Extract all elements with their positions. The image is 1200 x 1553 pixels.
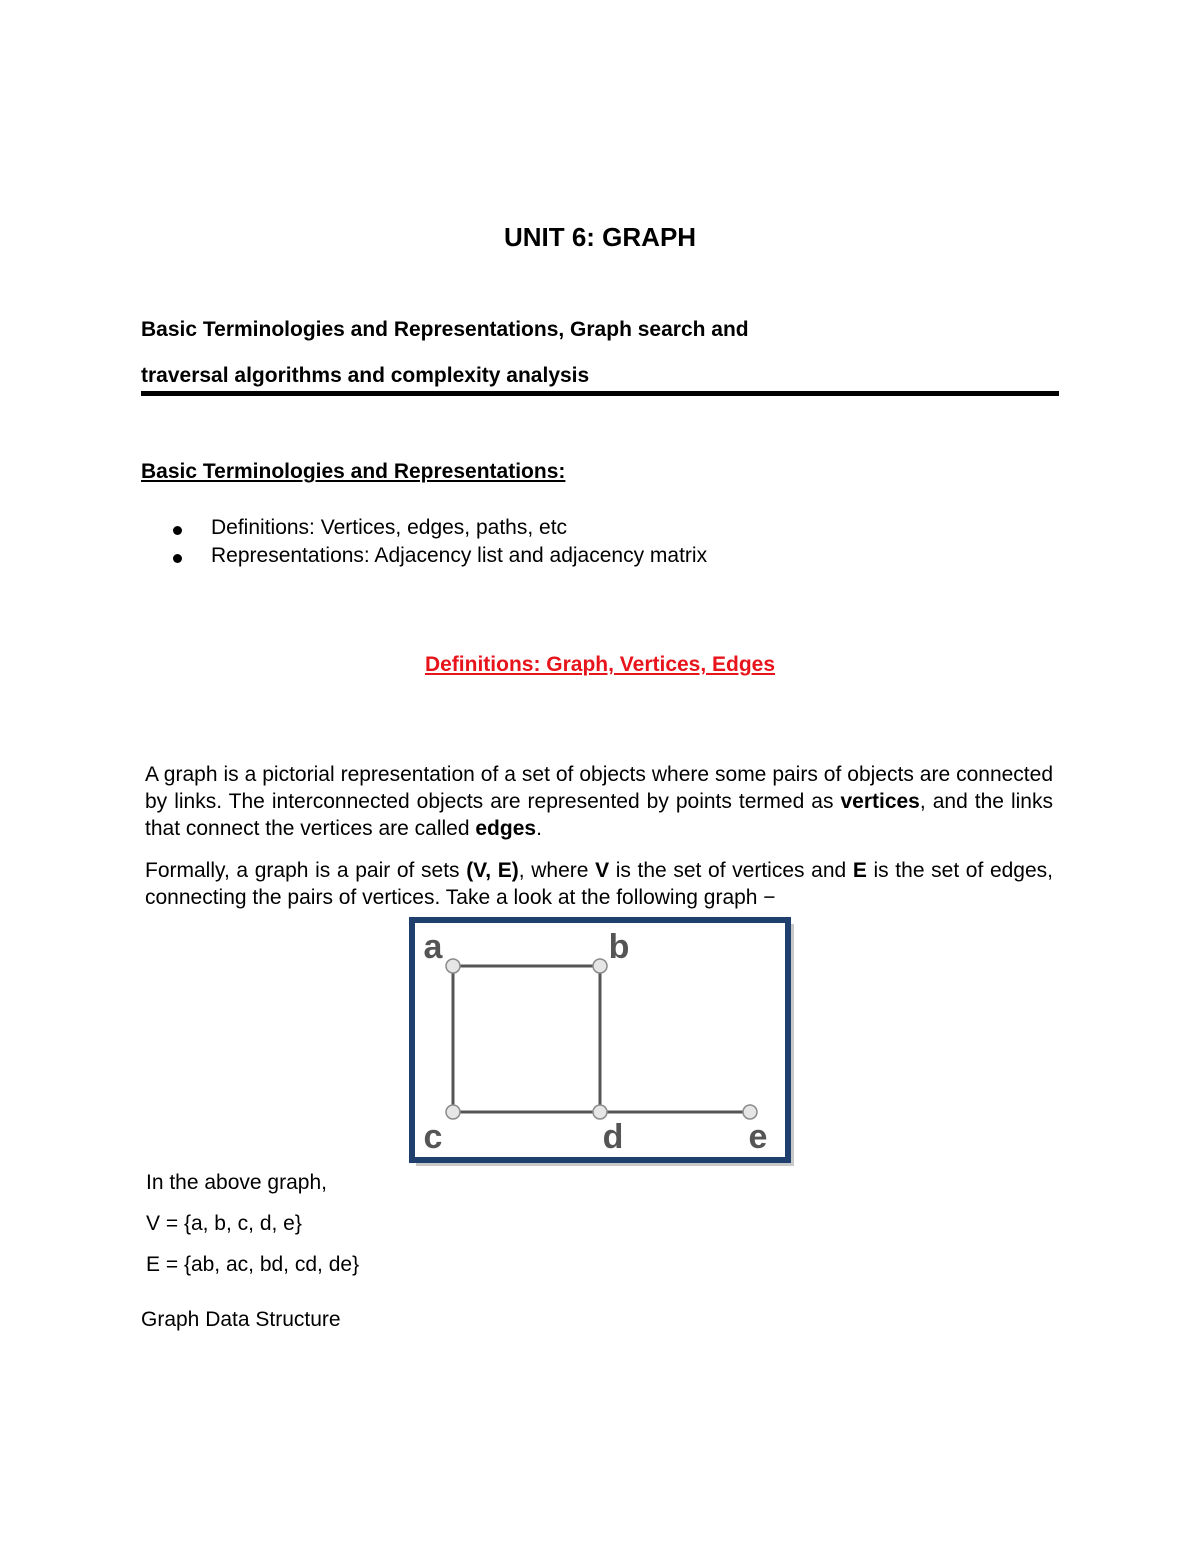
paragraph-text: . [536, 817, 542, 840]
term-v: V [595, 859, 610, 882]
paragraph-text: is the set of vertices and [609, 859, 853, 882]
vertex-b [593, 959, 607, 973]
edge-set: E = {ab, ac, bd, cd, de} [146, 1253, 360, 1276]
subtitle-line-1: Basic Terminologies and Representations, Graph search and [141, 318, 749, 341]
vertex-a [446, 959, 460, 973]
paragraph-text: , and the links that connect the vertices are called [145, 790, 1053, 840]
vertex-c [446, 1105, 460, 1119]
formal-definition-paragraph [145, 857, 1053, 911]
bullet-dot-icon [173, 526, 182, 535]
term-ve-pair: (V, E) [466, 859, 519, 882]
term-edges: edges [475, 817, 537, 840]
paragraph-text: , where [518, 859, 596, 882]
subtitle-line-2: traversal algorithms and complexity analysis [141, 364, 590, 387]
graph-intro-text: In the above graph, [146, 1171, 327, 1194]
paragraph-text: Formally, a graph is a pair of sets [145, 859, 467, 882]
vertex-set: V = {a, b, c, d, e} [146, 1212, 302, 1235]
bullet-text: Representations: Adjacency list and adjacency matrix [211, 544, 708, 567]
vertex-label-c: c [423, 1118, 443, 1156]
vertex-label-a: a [423, 928, 443, 966]
definitions-heading: Definitions: Graph, Vertices, Edges [424, 653, 776, 676]
term-vertices: vertices [840, 790, 920, 813]
paragraph-text: is the set of edges, connecting the pairs of vertices. Take a look at the following graph − [145, 859, 1054, 909]
paragraph-text: A graph is a pictorial representation of a set of objects where some pairs of objects are connected by links. The interconnected objects are represented by points termed as [145, 763, 1053, 813]
graph-data-structure-heading: Graph Data Structure [141, 1308, 341, 1331]
bullet-dot-icon [173, 554, 182, 563]
graph-figure [408, 916, 796, 1168]
term-e: E [852, 859, 867, 882]
horizontal-rule [141, 391, 1059, 396]
vertex-e [743, 1105, 757, 1119]
graph-definition-paragraph [145, 761, 1053, 842]
vertex-d [593, 1105, 607, 1119]
page-title: UNIT 6: GRAPH [503, 222, 697, 252]
section-heading: Basic Terminologies and Representations: [141, 460, 566, 483]
vertex-label-e: e [748, 1118, 768, 1156]
bullet-text: Definitions: Vertices, edges, paths, etc [211, 516, 568, 539]
vertex-label-d: d [602, 1118, 624, 1156]
vertex-label-b: b [608, 928, 630, 966]
